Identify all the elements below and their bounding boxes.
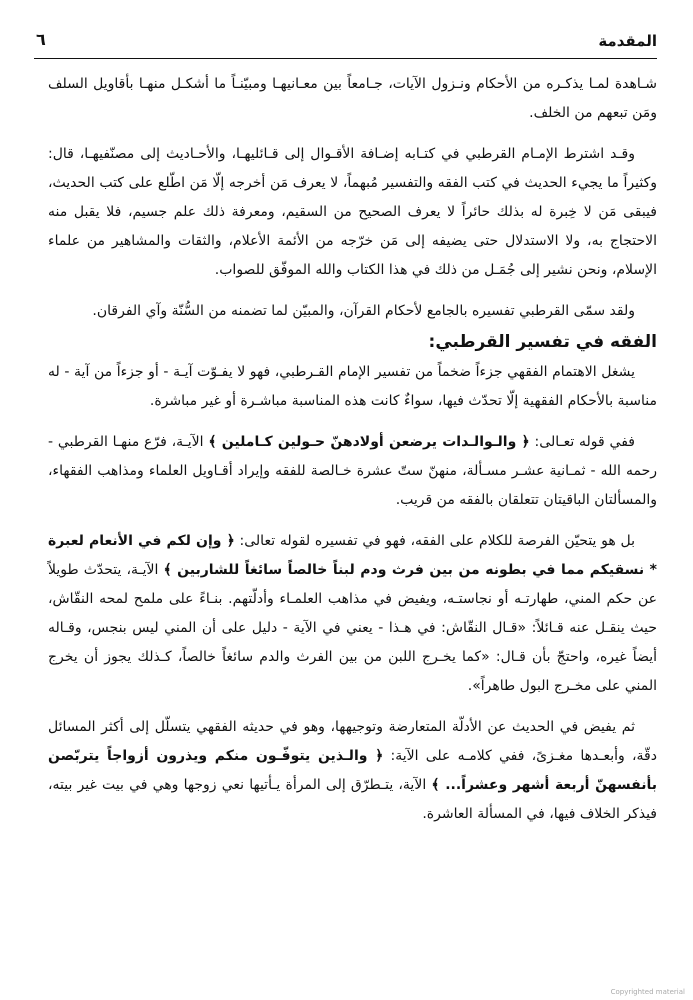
paragraph-7-rest: الآية، يتـطرّق إلى المرأة يـأتيها نعي زوجها وهي في بيت غير بيته، فيذكر الخلاف فيها، في المسألة العاشرة. <box>48 777 657 822</box>
paragraph-7 <box>48 713 657 829</box>
running-header <box>34 28 657 58</box>
paragraph-5-lead: ففي قوله تعـالى: <box>529 434 635 450</box>
copyright-watermark: Copyrighted material <box>610 988 685 996</box>
paragraph-7-lead: ثم يفيض في الحديث عن الأدلّة المتعارضة وتوجيهها، وهو في حديثه الفقهي يتسلّل إلى أكثر المسائل دقّة، وأبعـدها مغـزىً، ففي كلامـه على الآية: <box>48 719 657 764</box>
paragraph-gap <box>48 701 657 713</box>
paragraph-4: يشغل الاهتمام الفقهي جزءاً ضخماً من تفسير الإمام القـرطبي، فهو لا يفـوّت آيـة - أو جزءاً من آية - له مناسبة بالأحكام الفقهية إلّا تحدّث فيها، سواءٌ كانت هذه المناسبة مباشـرة أو غير مباشرة. <box>48 364 657 409</box>
paragraph-3: ولقد سمّى القرطبي تفسيره بالجامع لأحكام القرآن، والمبيّن لما تضمنه من السُّنّة وآي الفرقان. <box>92 303 635 319</box>
page-body <box>48 70 657 980</box>
paragraph-gap <box>48 285 657 297</box>
quran-verse-quote: ﴿ وإن لكم في الأنعام لعبرة * نسقيكم مما في بطونه من بين فرث ودم لبناً خالصاً سائغاً للشاربين ﴾ <box>48 533 657 578</box>
paragraph-6-lead: بل هو يتحيّن الفرصة للكلام على الفقه، فهو في تفسيره لقوله تعالى: <box>234 533 635 549</box>
header-divider <box>34 58 657 59</box>
paragraph-1: شـاهدة لمـا يذكـره من الأحكام ونـزول الآيات، جـامعاً بين معـانيهـا ومبيّنـاً ما أشكـل منهـا بأقاويل السلف ومَن تبعهم من الخلف. <box>48 76 657 121</box>
paragraph-6 <box>48 527 657 701</box>
paragraph-gap <box>48 128 657 140</box>
page-number: ٦ <box>36 30 46 49</box>
paragraph-2: وقـد اشترط الإمـام القرطبي في كتـابه إضـافة الأقـوال إلى قـائليهـا، والأحـاديث إلى مصنّفيهـا، قال: وكثيراً ما يجيء الحديث في كتب الفقه والتفسير مُبهماً، لا يعرف مَن أخرجه إلّا مَن اطّلع على كتب الحديث، فيبقى مَن لا خِبرة له بذلك حائراً لا يعرف الصحيح من السقيم، ومعرفة ذلك علم جسيم، فلا يقبل منه الاحتجاج به، ولا الاستدلال حتى يضيفه إلى مَن خرّجه من الأئمة الأعلام، والثقات والمشاهير من علماء الإسلام، ونحن نشير إلى جُمَـل من ذلك في هذا الكتاب والله الموفّق للصواب. <box>48 146 657 278</box>
quran-verse-quote: ﴿ والـوالـدات يرضعن أولادهنّ حـولين كـاملين ﴾ <box>208 434 530 450</box>
paragraph-gap <box>48 416 657 428</box>
quran-verse-quote: ﴿ والـذين يتوفّـون منكم ويذرون أزواجاً يتربّصن بأنفسهنّ أربعة أشهر وعشراً... ﴾ <box>48 748 657 793</box>
chapter-title: المقدمة <box>598 32 657 50</box>
section-heading: الفقه في تفسير القرطبي: <box>428 332 657 352</box>
paragraph-gap <box>48 515 657 527</box>
paragraph-6-rest: الآيـة، يتحدّث طويلاً عن حكم المني، طهارتـه أو نجاستـه، ويفيض في مذاهب العلمـاء وأدلّتهم. بنـاءً على ملمح لمحه النقّاش، حيث ينقـل عنه قـائلاً: «قـال النقّاش: في هـذا - يعني في الآية - دليل على أن المني ليس بنجس، وقـاله أيضاً غيره، واحتجّ بأن قـال: «كما يخـرج اللبن من بين الفرث والدم سائغاً خالصاً، كـذلك يجوز أن يخرج المني على مخـرج البول طاهراً». <box>48 562 657 694</box>
paragraph-5-rest: الآيـة، فرّع منهـا القرطبي - رحمه الله - ثمـانية عشـر مسـألة، منهنّ ستّ عشرة خـالصة للفقه وإيراد أقـاويل العلماء ومذاهب الفقهاء، والمسألتان الباقيتان تتعلقان بالفقه من قريب. <box>48 434 657 508</box>
paragraph-5 <box>48 428 657 515</box>
